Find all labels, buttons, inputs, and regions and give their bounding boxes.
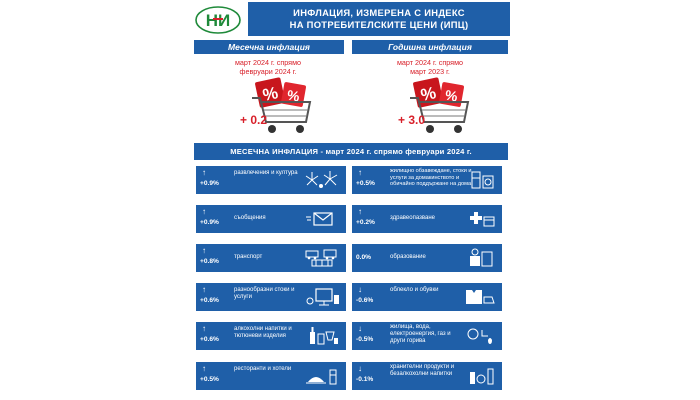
category-label: жилища, вода, електроенергия, газ и други горива [390, 324, 451, 344]
category-card [352, 244, 502, 272]
category-card [352, 322, 502, 350]
category-label: разнообразни стоки и услуги [234, 287, 295, 301]
restaurant-icon [304, 366, 340, 386]
up-arrow-icon: ↑ [202, 168, 206, 177]
monthly-period-line-1: март 2024 г. спрямо [234, 58, 302, 67]
title-line-1: ИНФЛАЦИЯ, ИЗМЕРЕНА С ИНДЕКС [293, 7, 465, 18]
category-card [352, 205, 502, 233]
category-card [352, 283, 502, 311]
category-card [196, 362, 346, 390]
annual-period-line-1: март 2024 г. спрямо [396, 58, 464, 67]
category-label: жилищно обзавеждане, стоки и услуги за домакинството и обичайно поддържане на дома [390, 168, 472, 188]
annual-period [375, 58, 485, 76]
cart-percent-sign-2: % [443, 86, 459, 105]
cart-percent-sign: % [261, 83, 280, 105]
category-card [352, 166, 502, 194]
category-value: 0.0% [356, 254, 372, 261]
category-card [352, 362, 502, 390]
category-value: +0.6% [200, 336, 219, 343]
monthly-period-line-2: февруари 2024 г. [239, 67, 297, 76]
up-arrow-icon: ↑ [202, 364, 206, 373]
infographic-poster [188, 0, 514, 400]
category-label: облекло и обувки [390, 287, 439, 293]
monthly-inflation-tab: Месечна инфлация [194, 40, 344, 54]
monthly-period [213, 58, 323, 76]
up-arrow-icon: ↑ [202, 207, 206, 216]
category-label: хранителни продукти и безалкохолни напитки [390, 364, 455, 377]
category-value: +0.5% [356, 180, 375, 187]
category-value: -0.1% [356, 376, 374, 383]
category-value: +0.5% [200, 376, 219, 383]
up-arrow-icon: ↑ [358, 207, 362, 216]
category-card [196, 283, 346, 311]
category-label: съобщения [234, 215, 266, 221]
up-arrow-icon: ↑ [202, 324, 206, 333]
category-label: развлечения и култура [234, 170, 298, 176]
category-label: транспорт [234, 254, 263, 260]
category-label: образование [390, 254, 426, 260]
category-label: здравеопазване [390, 215, 435, 221]
shopping-cart-icon [406, 76, 476, 136]
medical-icon [460, 209, 496, 229]
category-label: алкохолни напитки и тютюневи изделия [234, 326, 292, 340]
bottles-icon [304, 326, 340, 346]
utilities-icon [466, 326, 496, 346]
down-arrow-icon: ↓ [358, 285, 362, 294]
envelope-icon [304, 209, 340, 229]
down-arrow-icon: ↓ [358, 364, 362, 373]
shopping-cart-icon [248, 76, 318, 136]
annual-inflation-value: + 3.0 [398, 113, 426, 127]
appliances-icon [470, 170, 496, 190]
category-value: +0.8% [200, 258, 219, 265]
logo-text: НИ [205, 11, 231, 30]
category-label: ресторанти и хотели [234, 366, 292, 372]
up-arrow-icon: ↑ [358, 168, 362, 177]
education-icon [460, 248, 496, 268]
category-card [196, 322, 346, 350]
category-value: +0.6% [200, 297, 219, 304]
down-arrow-icon: ↓ [358, 324, 362, 333]
goods-icon [304, 287, 340, 307]
cart-percent-sign: % [419, 83, 438, 105]
category-value: -0.5% [356, 336, 374, 343]
category-value: -0.6% [356, 297, 374, 304]
category-value: +0.2% [356, 219, 375, 226]
monthly-inflation-banner: МЕСЕЧНА ИНФЛАЦИЯ - март 2024 г. спрямо февруари 2024 г. [194, 143, 508, 160]
page-title [248, 2, 510, 36]
annual-inflation-tab: Годишна инфлация [352, 40, 508, 54]
category-card [196, 244, 346, 272]
category-value: +0.9% [200, 219, 219, 226]
monthly-inflation-value: + 0.2 [240, 113, 268, 127]
up-arrow-icon: ↑ [202, 246, 206, 255]
annual-period-line-2: март 2023 г. [410, 67, 450, 76]
category-card [196, 205, 346, 233]
cart-percent-sign-2: % [285, 86, 301, 105]
clothing-icon [460, 287, 496, 307]
vehicles-icon [304, 248, 340, 268]
title-line-2: НА ПОТРЕБИТЕЛСКИТЕ ЦЕНИ (ИПЦ) [289, 19, 469, 30]
category-value: +0.9% [200, 180, 219, 187]
food-icon [466, 366, 496, 386]
fireworks-icon [304, 170, 340, 190]
nsi-logo [194, 5, 242, 35]
up-arrow-icon: ↑ [202, 285, 206, 294]
category-card [196, 166, 346, 194]
